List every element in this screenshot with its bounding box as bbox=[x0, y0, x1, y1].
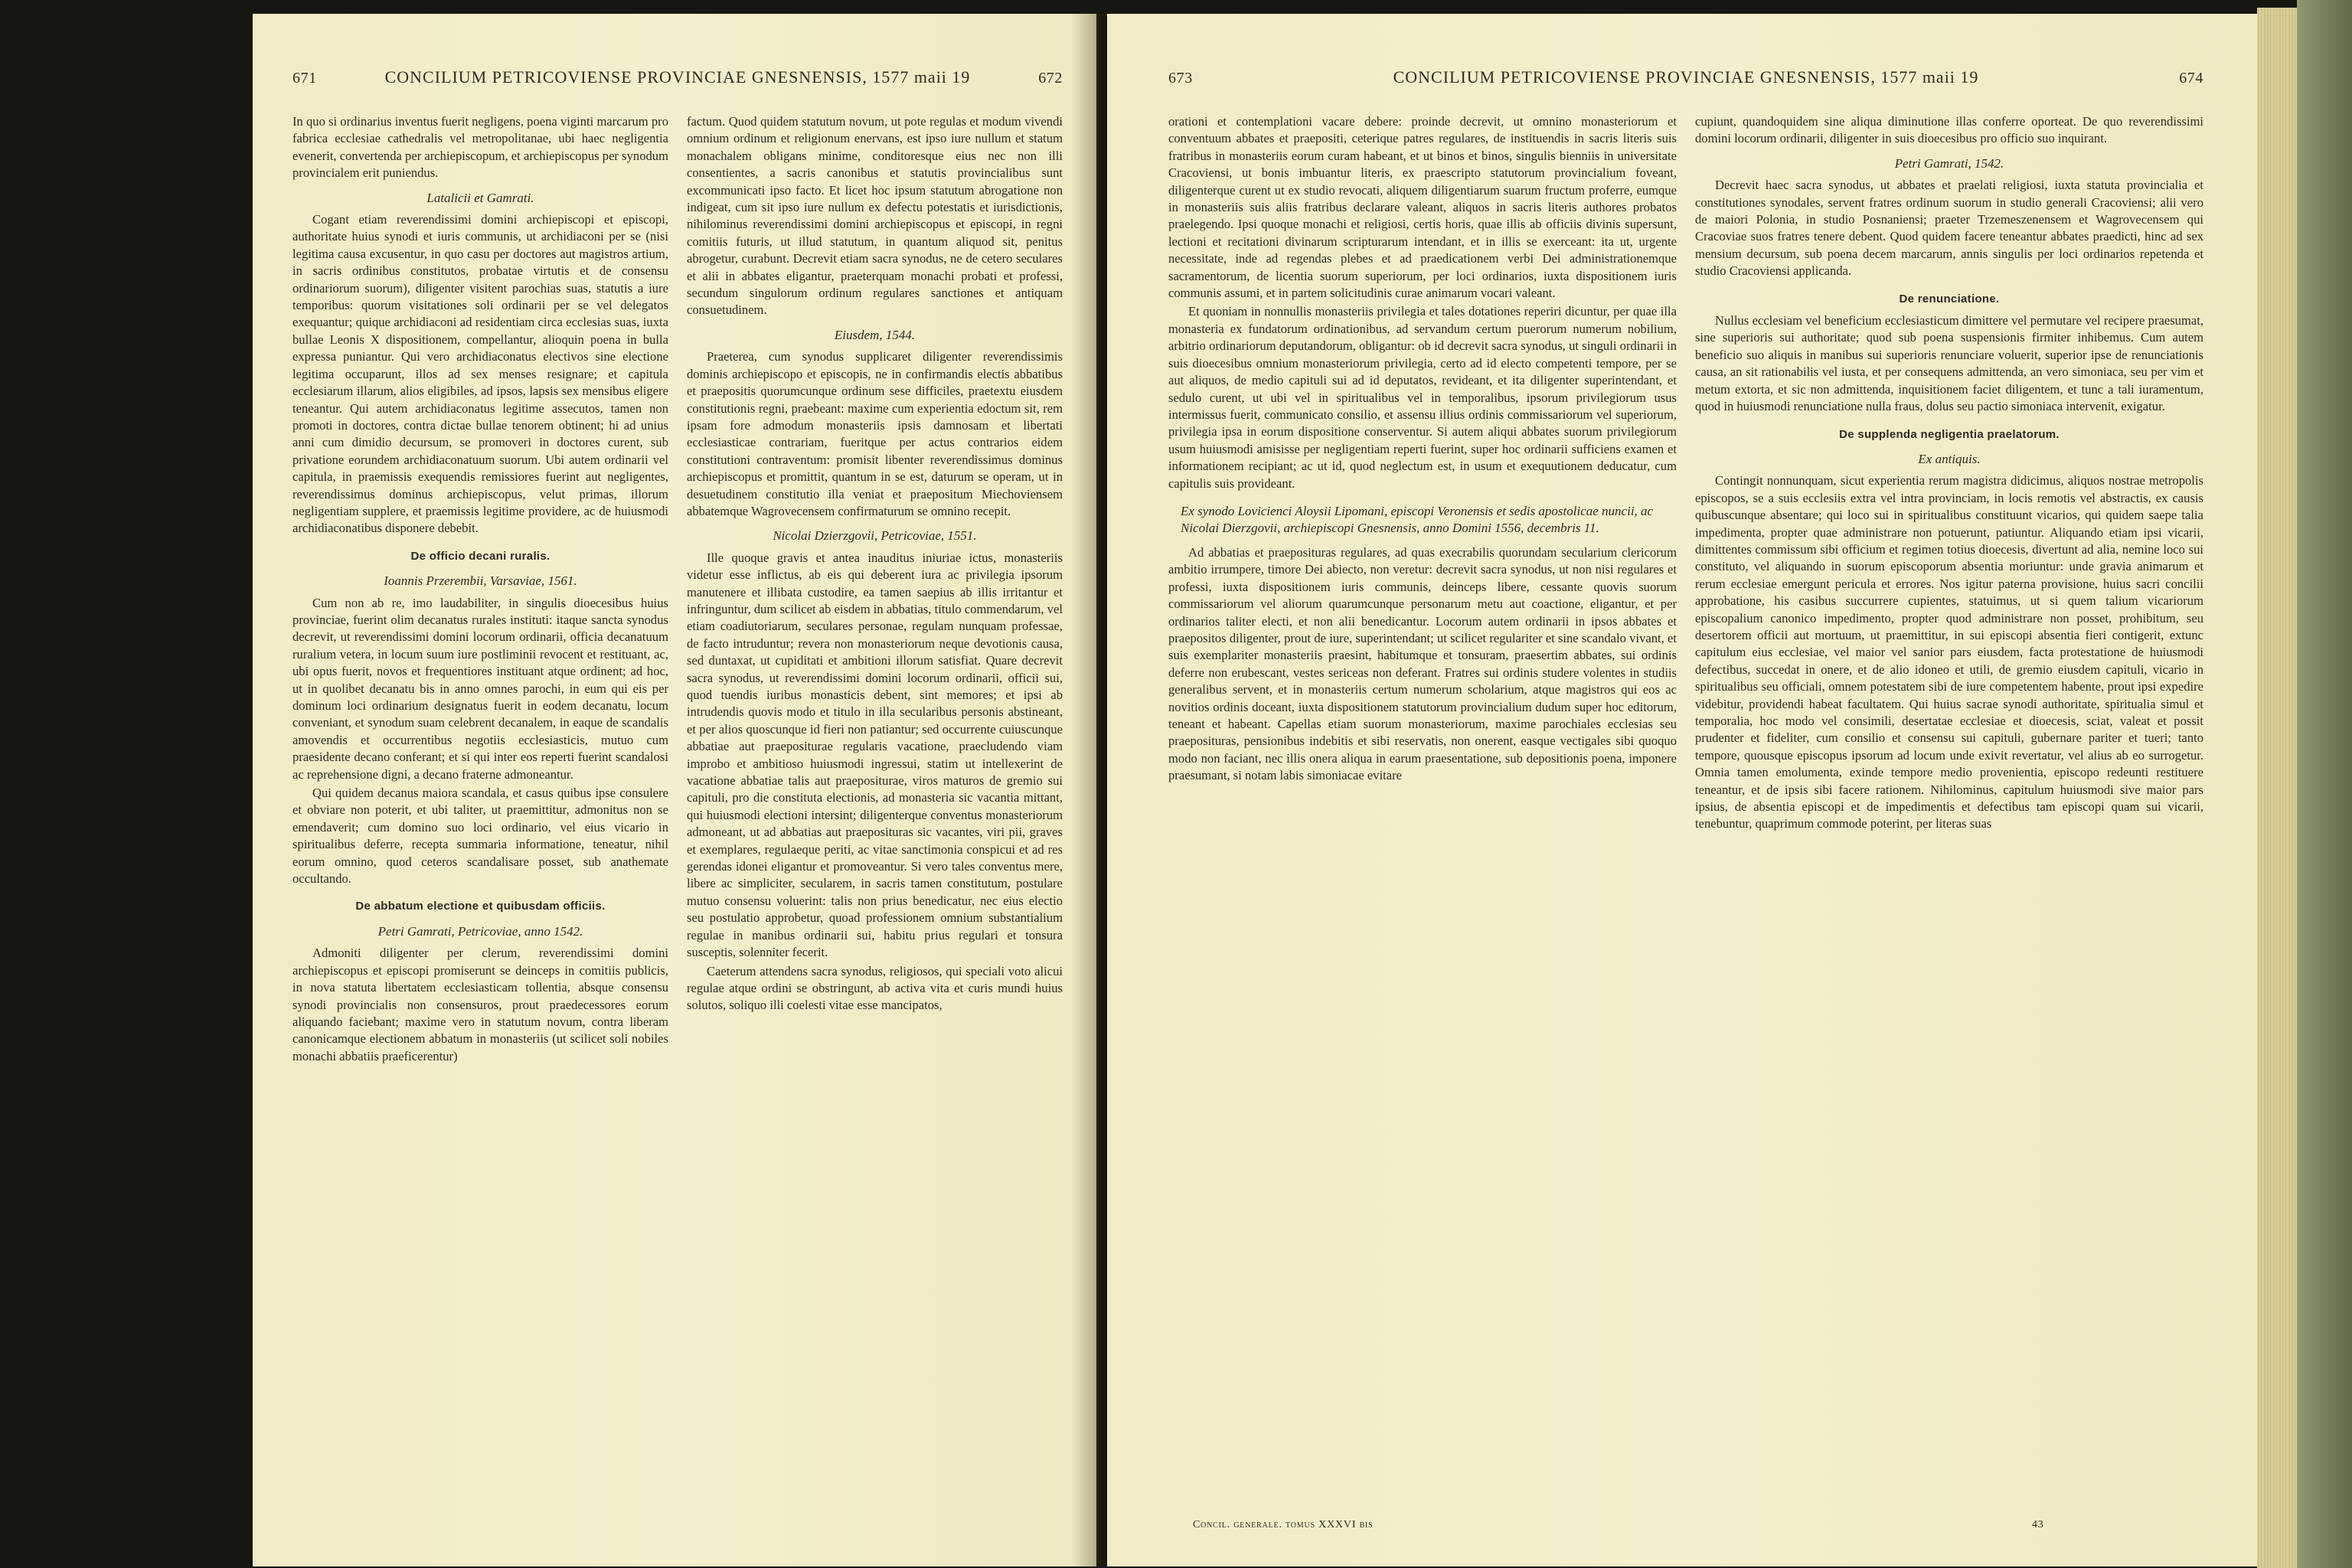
source-attribution: Nicolai Dzierzgovii, Petricoviae, 1551. bbox=[773, 528, 977, 544]
sheet-number: 43 bbox=[2032, 1519, 2044, 1530]
body-paragraph: cupiunt, quandoquidem sine aliqua diminutione illas conferre oporteat. De quo reverendissimi domini locorum ordinarii, diligenter in suis dioecesibus pro officio suo inquirant. bbox=[1695, 114, 2203, 146]
left-page-header bbox=[292, 67, 1063, 101]
right-page-column-2 bbox=[1695, 113, 2203, 835]
body-paragraph: Praeterea, cum synodus supplicaret diligenter reverendissimis dominis archiepiscopo et episcopis, ne in confirmandis electis abbatibus et praepositis quorumcunque ordinum sese difficiles, praetextu eiusdem constitutionis regni, praebeant: maxime cum experientia edoctum sit, rem ipsam fore admodum monasteriis ipsis damnosam et libertati ecclesiasticae contrariam, fueritque per actus contrarios eidem constitutioni contraventum: promisit libenter reverendissimus dominus archiepiscopus et promittit, quantum in se est, daturum se operam, ut in desuetudinem constitutio illa veniat et praepositum Miechoviensem abbatemque Wagrovecensem confirmaturum se omnino recepit. bbox=[687, 349, 1063, 518]
source-attribution: Ex antiquis. bbox=[1918, 451, 1981, 466]
right-page bbox=[1107, 14, 2257, 1566]
left-page-column-1 bbox=[292, 113, 668, 1067]
gutter-shadow-left bbox=[1072, 14, 1107, 1566]
book-cover-board bbox=[2297, 0, 2352, 1568]
running-title-left: CONCILIUM PETRICOVIENSE PROVINCIAE GNESNENSIS, 1577 maii 19 bbox=[384, 67, 971, 87]
body-paragraph: Et quoniam in nonnullis monasteriis privilegia et tales dotationes reperiri dicuntur, per quae illa monasteria ex fundatorum ordinationibus, ad servandum certum puerorum numerum nobilium, arbitrio ordinariorum deputandorum, obligantur: ob id decrevit sacra synodus, ut singuli ordinarii in suis dioecesibus omnium monasteriorum privilegia, certo ad id electo competenti tempore, per se aut aliquos, de medio capituli sui ad id deputatos, revideant, et ita diligenter superintendant, et sedulo curent, ut ubi vel in spiritualibus vel in temporalibus, ipsorum privilegiorum usus intermissus fuerit, communicato consilio, et assensu illius ordinis commissariorum vel superiorum, privilegia ipsa in eorum dispositione conserventur. Si autem aliqui abbates suorum privilegiorum usum huiusmodi amisisse per negligentiam reperti fuerint, super hoc ordinarii sufficiens examen et informationem recipiant; ac ut id, quod neglectum est, in usum et exequutionem deducatur, cum capitulis suis provideant. bbox=[1168, 304, 1677, 491]
section-heading: De renunciatione. bbox=[1899, 292, 2000, 305]
section-heading: De officio decani ruralis. bbox=[410, 549, 550, 563]
body-paragraph: orationi et contemplationi vacare debere: proinde decrevit, ut omnino monasteriorum et conventuum abbates et praepositi, ceterique patres regulares, de instituendis in sacris literis suis fratribus in monasteriis eorum curam habeant, et ut binos et binos, singulis bienniis in universitate Cracoviensi, ut bonis imbuantur literis, ex praescripto statutorum provincialium foveant, diligenterque curent ut ex studio revocati, aliquem diligentiarum suarum fructum proferre, eumque in monasteriis suis aliis fratribus declarare valeant, aliquos in sacris literis authores probatos praelegendo. Ipsi quoque monachi et religiosi, certis horis, quae illis ab officiis divinis supersunt, lectioni et recitationi divinarum scripturarum intendant, et in illis se exerceant: ita ut, urgente necessitate, inde ad regendas plebes et ad praedicationem verbi Dei administrationemque sacramentorum, de licentia suorum superiorum, per loci ordinarios, iuxta dispositionem iuris communis assumi, et in partem solicitudinis curae animarum vocari valeant. bbox=[1168, 114, 1677, 301]
printer-signature: Concil. generale. tomus XXXVI bis bbox=[1193, 1519, 1374, 1530]
right-page-column-1 bbox=[1168, 113, 1677, 835]
running-title-right: CONCILIUM PETRICOVIENSE PROVINCIAE GNESNENSIS, 1577 maii 19 bbox=[1393, 67, 1979, 87]
body-paragraph: Ille quoque gravis et antea inauditus iniuriae ictus, monasteriis videtur esse inflictus, ab eis qui deberent iura ac privilegia ipsorum manutenere et illibata custodire, ea tamen saepius ab illis irritantur et infringuntur, dum scilicet ab eisdem in abbatias, titulo commendarum, vel etiam coadiutoriarum, seculares personae, regulam nunquam professae, de facto intruduntur; revera non monasteriorum neque devotionis causa, sed duntaxat, ut cupiditati et ambitioni illorum satisfiat. Quare decrevit sacra synodus, ut reverendissimi domini locorum ordinarii, officii sui, quod tuendis iuribus monasticis debent, sint memores; et ipsi ab intrudendis quovis modo et titulo in illa secularibus personis abstineant, et per alios quoscunque id fieri non patiantur; sed occurrente cuiuscunque abbatiae aut praepositurae regularis vacatione, praecludendo viam improbo et ambitioso huiusmodi ingressui, statim ut intellexerint de vacatione abbatiae talis aut praepositurae, viros maturos de gremio sui capituli, pro die constituta electionis, ad monasteria sic vacantia mittant, qui huiusmodi electioni intersint; diligenterque conventus monasteriorum admoneant, ut ad abbatias aut praeposituras sic vacantes, viri pii, graves et exemplares, regulaeque periti, ac vitae sanctimonia conspicui et ad res gerendas idonei eligantur et promoveantur. Si vero tales conventus mere, libere ac simpliciter, secularem, in sacris tamen constitutum, postulare mutuo consensu voluerint: talis non prius benedicatur, nec eius electio seu postulatio approbetur, quoad professionem omnium substantialium regulae in manibus ordinarii sui, habitu prius regulari et tonsura susceptis, solenniter fecerit. bbox=[687, 550, 1063, 960]
body-paragraph: Caeterum attendens sacra synodus, religiosos, qui speciali voto alicui regulae atque ordini se obstringunt, ab activa vita et curis mundi huius solutos, soliquo illi coelesti vitae esse mancipatos, bbox=[687, 963, 1063, 1013]
body-paragraph: Contingit nonnunquam, sicut experientia rerum magistra didicimus, aliquos nostrae metropolis episcopos, se a suis ecclesiis extra vel intra provinciam, in locis remotis vel abstractis, ex causis quibuscunque absentare; qui loco sui in spiritualibus constituunt vicarios, qui quidem saepe talia impedimenta, propter quae administrare non potuerunt, patiuntur. Aliquando etiam ipsi vicarii, dimittentes commissum sibi officium et regimen totius dioecesis, divertunt ad alia, nemine loco sui constituto, vel aliquando in suorum episcoporum absentia moriuntur: unde gravia animarum et rerum ecclesiae emergunt pericula et errores. Nos igitur paterna provisione, huius sacri concilii approbatione, his casibus succurrere cupientes, statuimus, ut si quem talium vicariorum episcopalium canonico impedimento, propter quod administrare non posset, prohibitum, seu desertorem officii aut mortuum, ut praemittitur, in sui episcopi absentia fieri contigerit, extunc capitulum eius ecclesiae, vel maior vel sanior pars eiusdem, facta protestatione de huiusmodi defectibus, succedat in onere, et de alio idoneo et utili, de gremio eiusdem capituli, vicario in spiritualibus seu officiali, omnem potestatem sibi de iure competentem habente, prout ipsi expedire videbitur, providendi habeat facultatem. Qui huius sacrae synodi authoritate, spiritualia simul et temporalia, hoc modo vel consimili, desertatae ecclesiae et dioecesis, sciat, valeat et possit prudenter et fideliter, cum consilio et consensu sui capituli, gubernare pariter et tueri; tanto tempore, quousque episcopus ipsorum ad locum unde exivit revertatur, vel alius ab eo surrogetur. Omnia tamen emolumenta, exinde tempore medio provenientia, episcopo redeunti restituere teneantur, et de ipsis sibi facere rationem. Nihilominus, capitulum huiusmodi sive maior pars ipsius, de absentia episcopi et de impedimentis et defectibus tam episcopi quam sui vicarii, tenebuntur, quaprimum commode poterint, per literas suas bbox=[1695, 473, 2203, 831]
page-number-674: 674 bbox=[2179, 70, 2203, 87]
body-paragraph: Decrevit haec sacra synodus, ut abbates et praelati religiosi, iuxta statuta provincialia et constitutiones synodales, servent fratres ordinum suorum in studio generali Cracoviensi; alii vero de maiori Polonia, in studio Posnaniensi; praeter Trzemeszenensem et Wagrovecensem qui Cracoviae suos fratres tenere debent. Quod quidem facere teneantur abbates praedicti, hinc ad sex mensium decursum, sub poena decem marcarum, annis singulis per loci ordinarios repetenda et studio Cracoviensi applicanda. bbox=[1695, 178, 2203, 279]
source-attribution: Petri Gamrati, 1542. bbox=[1894, 155, 2004, 171]
section-heading: De supplenda negligentia praelatorum. bbox=[1839, 427, 2060, 441]
source-attribution: Ioannis Przerembii, Varsaviae, 1561. bbox=[384, 573, 577, 589]
page-edge-stack bbox=[2257, 8, 2297, 1568]
body-paragraph: In quo si ordinarius inventus fuerit negligens, poena viginti marcarum pro fabrica ecclesiae cathedralis vel metropolitanae, ubi haec negligentia evenerit, convertenda per archiepiscopum, et archiepiscopus per synodum provincialem erit puniendus. bbox=[292, 114, 668, 181]
body-paragraph: factum. Quod quidem statutum novum, ut pote regulas et modum vivendi omnium ordinum et religionum enervans, est ipso iure nullum et statum monachalem obligans minime, conditoresque eius nec non illi consentientes, a sacris canonibus et statutis provincialibus sunt excommunicati ipso facto. Et licet hoc ipsum statutum abrogatione non indigeat, cum sit ipso iure nullum ex defectu potestatis et iurisdictionis, nihilominus reverendissimi domini archiepiscopus et episcopi, in regni comitiis futuris, ut illud statutum, in quantum aliquod sit, penitus abrogetur, curabunt. Decrevit etiam sacra synodus, ne de cetero seculares et alii in abbates eligantur, praeterquam monachi probati et professi, secundum singulorum ordinum regulares sanctiones et antiquam consuetudinem. bbox=[687, 114, 1063, 318]
source-attribution: Latalicii et Gamrati. bbox=[426, 190, 534, 205]
body-paragraph: Admoniti diligenter per clerum, reverendissimi domini archiepiscopus et episcopi promiserunt se deinceps in comitiis publicis, in nova statuta libertatem ecclesiasticam tollentia, absque consensu synodi provincialis non consensuros, prout praedecessores eorum aliquando faciebant; maxime vero in statutum novum, contra liberam canonicamque electionem abbatum in monasteriis (ut scilicet soli nobiles monachi abbatiis praeficerentur) bbox=[292, 946, 668, 1063]
page-number-671: 671 bbox=[292, 70, 317, 87]
body-paragraph: Qui quidem decanus maiora scandala, et casus quibus ipse consulere et obviare non poterit, et ubi taliter, ut praemittitur, admonitus non se emendaverit; cum domino suo loci ordinario, vel eius vicario in spiritualibus deferre, recepta summaria informatione, teneatur, nihil eorum omnino, quod ceteros scandalisare posset, sub anathemate occultando. bbox=[292, 786, 668, 887]
right-page-columns bbox=[1168, 113, 2203, 835]
page-number-672: 672 bbox=[1038, 70, 1063, 87]
page-number-673: 673 bbox=[1168, 70, 1193, 87]
right-page-header bbox=[1168, 67, 2203, 101]
left-page-column-2 bbox=[687, 113, 1063, 1067]
source-attribution: Ex synodo Lovicienci Aloysii Lipomani, episcopi Veronensis et sedis apostolicae nuncii, ac Nicolai Dierzgovii, archiepiscopi Gnesnensis, anno Domini 1556, decembris 11. bbox=[1181, 503, 1654, 535]
body-paragraph: Cogant etiam reverendissimi domini archiepiscopi et episcopi, authoritate huius synodi et iuris communis, ut archidiaconi per se (nisi legitima causa excusentur, in quo casu per doctores aut magistros artium, in sacris ordinibus constitutos, probatae virtutis et de consensu ordinariorum suorum), diligenter visitent parochias suas, statutis a iure temporibus: quorum visitationes soli ordinarii per se vel delegatos exequantur; quique archidiaconi ad residentiam circa ecclesias suas, iuxta bullae Leonis X dispositionem, compellantur, alioquin poena in bulla expressa puniantur. Qui vero archidiaconatus electivos sine electione legitima occuparunt, illos ad sex menses resignare; et capitula ecclesiarum illarum, alios eligibiles, ad ipsos, lapsis sex mensibus eligere teneantur. Qui autem archidiaconatus legitime assecutos, tamen non promoti in doctores, contra dictae bullae tenorem obtinent; hi ad unius anni cum dimidio decursum, se promoveri in doctores curent, sub privatione eorundem archidiaconatuum suorum. Ubi autem ordinarii vel capitula, in praemissis exequendis remissiores fuerint aut negligentes, reverendissimus dominus archiepiscopus, velut primas, illorum negligentiam supplere, et praemissis legitime providere, ac de huiusmodi archidiaconatibus disponere debebit. bbox=[292, 212, 668, 536]
left-page-columns bbox=[292, 113, 1063, 1067]
body-paragraph: Ad abbatias et praeposituras regulares, ad quas execrabilis quorundam secularium clericorum ambitio irrumpere, timore Dei abiecto, non veretur: decrevit sacra synodus, ut non nisi regulares et professi, iuxta dispositionem iuris communis, deinceps libere, cessante quovis suorum commissariorum vel aliorum quarumcunque personarum metu aut coactione, eligantur, et per ordinarios taliter electi, et non alii benedicantur. Locorum autem ordinarii in ipsos abbates et praepositos diligenter, prout de iure, superintendant; ut scilicet regulariter et sine scandalo vivant, et suis exemplariter monasteriis praesint, habitumque et tonsuram, praesertim abbates, sui ordinis deferre non erubescant, vestes sericeas non deferant. Fratres sui ordinis studere volentes in studiis generalibus servent, et in monasteriis certum numerum scholarium, atque magistros qui eos ac novitios ordinis doceant, iuxta dispositionem statutorum provincialium dudum super hoc editorum, teneant et habeant. Capellas etiam suorum monasteriorum, maxime parochiales ecclesias seu praeposituras, pensionibus indebitis et sibi reservatis, non onerent, easque vectigales sibi quoquo modo non faciant, nec illis onera aliqua in earum praesentatione, sub depositionis poena, imponere praesumant, si notam labis simoniacae evitare bbox=[1168, 544, 1677, 783]
left-page bbox=[253, 14, 1096, 1566]
body-paragraph: Cum non ab re, imo laudabiliter, in singulis dioecesibus huius provinciae, fuerint olim decanatus rurales instituti: itaque sancta synodus decrevit, ut reverendissimi domini locorum ordinarii, officia decanatuum ruralium vetera, in locum suum iure postliminii revocent et restituant, ac, ubi opus fuerit, novos et frequentiores instituant atque ordinent; ad hoc, ut in quolibet decanatu bis in anno omnes parochi, in eum qui eis per dominum loci ordinarium designatus fuerit in eodem decanatu, locum conveniant, et synodum suam celebrent decanalem, in eaque de scandalis amovendis et occurrentibus negotiis ecclesiasticis, mutuo cum praesidente decano conferant; et si qui inter eos reperti fuerint scandalosi ac reprehensione digni, a decano fraterne admoneantur. bbox=[292, 595, 668, 782]
section-heading: De abbatum electione et quibusdam officiis. bbox=[355, 900, 606, 913]
source-attribution: Petri Gamrati, Petricoviae, anno 1542. bbox=[377, 923, 583, 939]
body-paragraph: Nullus ecclesiam vel beneficium ecclesiasticum dimittere vel permutare vel recipere praesumat, sine superioris sui authoritate; quod sub poena suspensionis firmiter inhibemus. Cum autem beneficio suo aliquis in manibus sui superioris renunciare voluerit, superior ipse de renunciationis causa, an sit rationabilis vel iusta, et per consequens admittenda, an vero simoniaca, seu per vim et metum extorta, et sic non admittenda, inquisitionem faciet diligentem, et tunc a tali iuramentum, quod in huiusmodi renunciatione nulla fraus, dolus seu pactio simoniaca intervenit, exigatur. bbox=[1695, 313, 2203, 414]
source-attribution: Eiusdem, 1544. bbox=[834, 327, 916, 342]
